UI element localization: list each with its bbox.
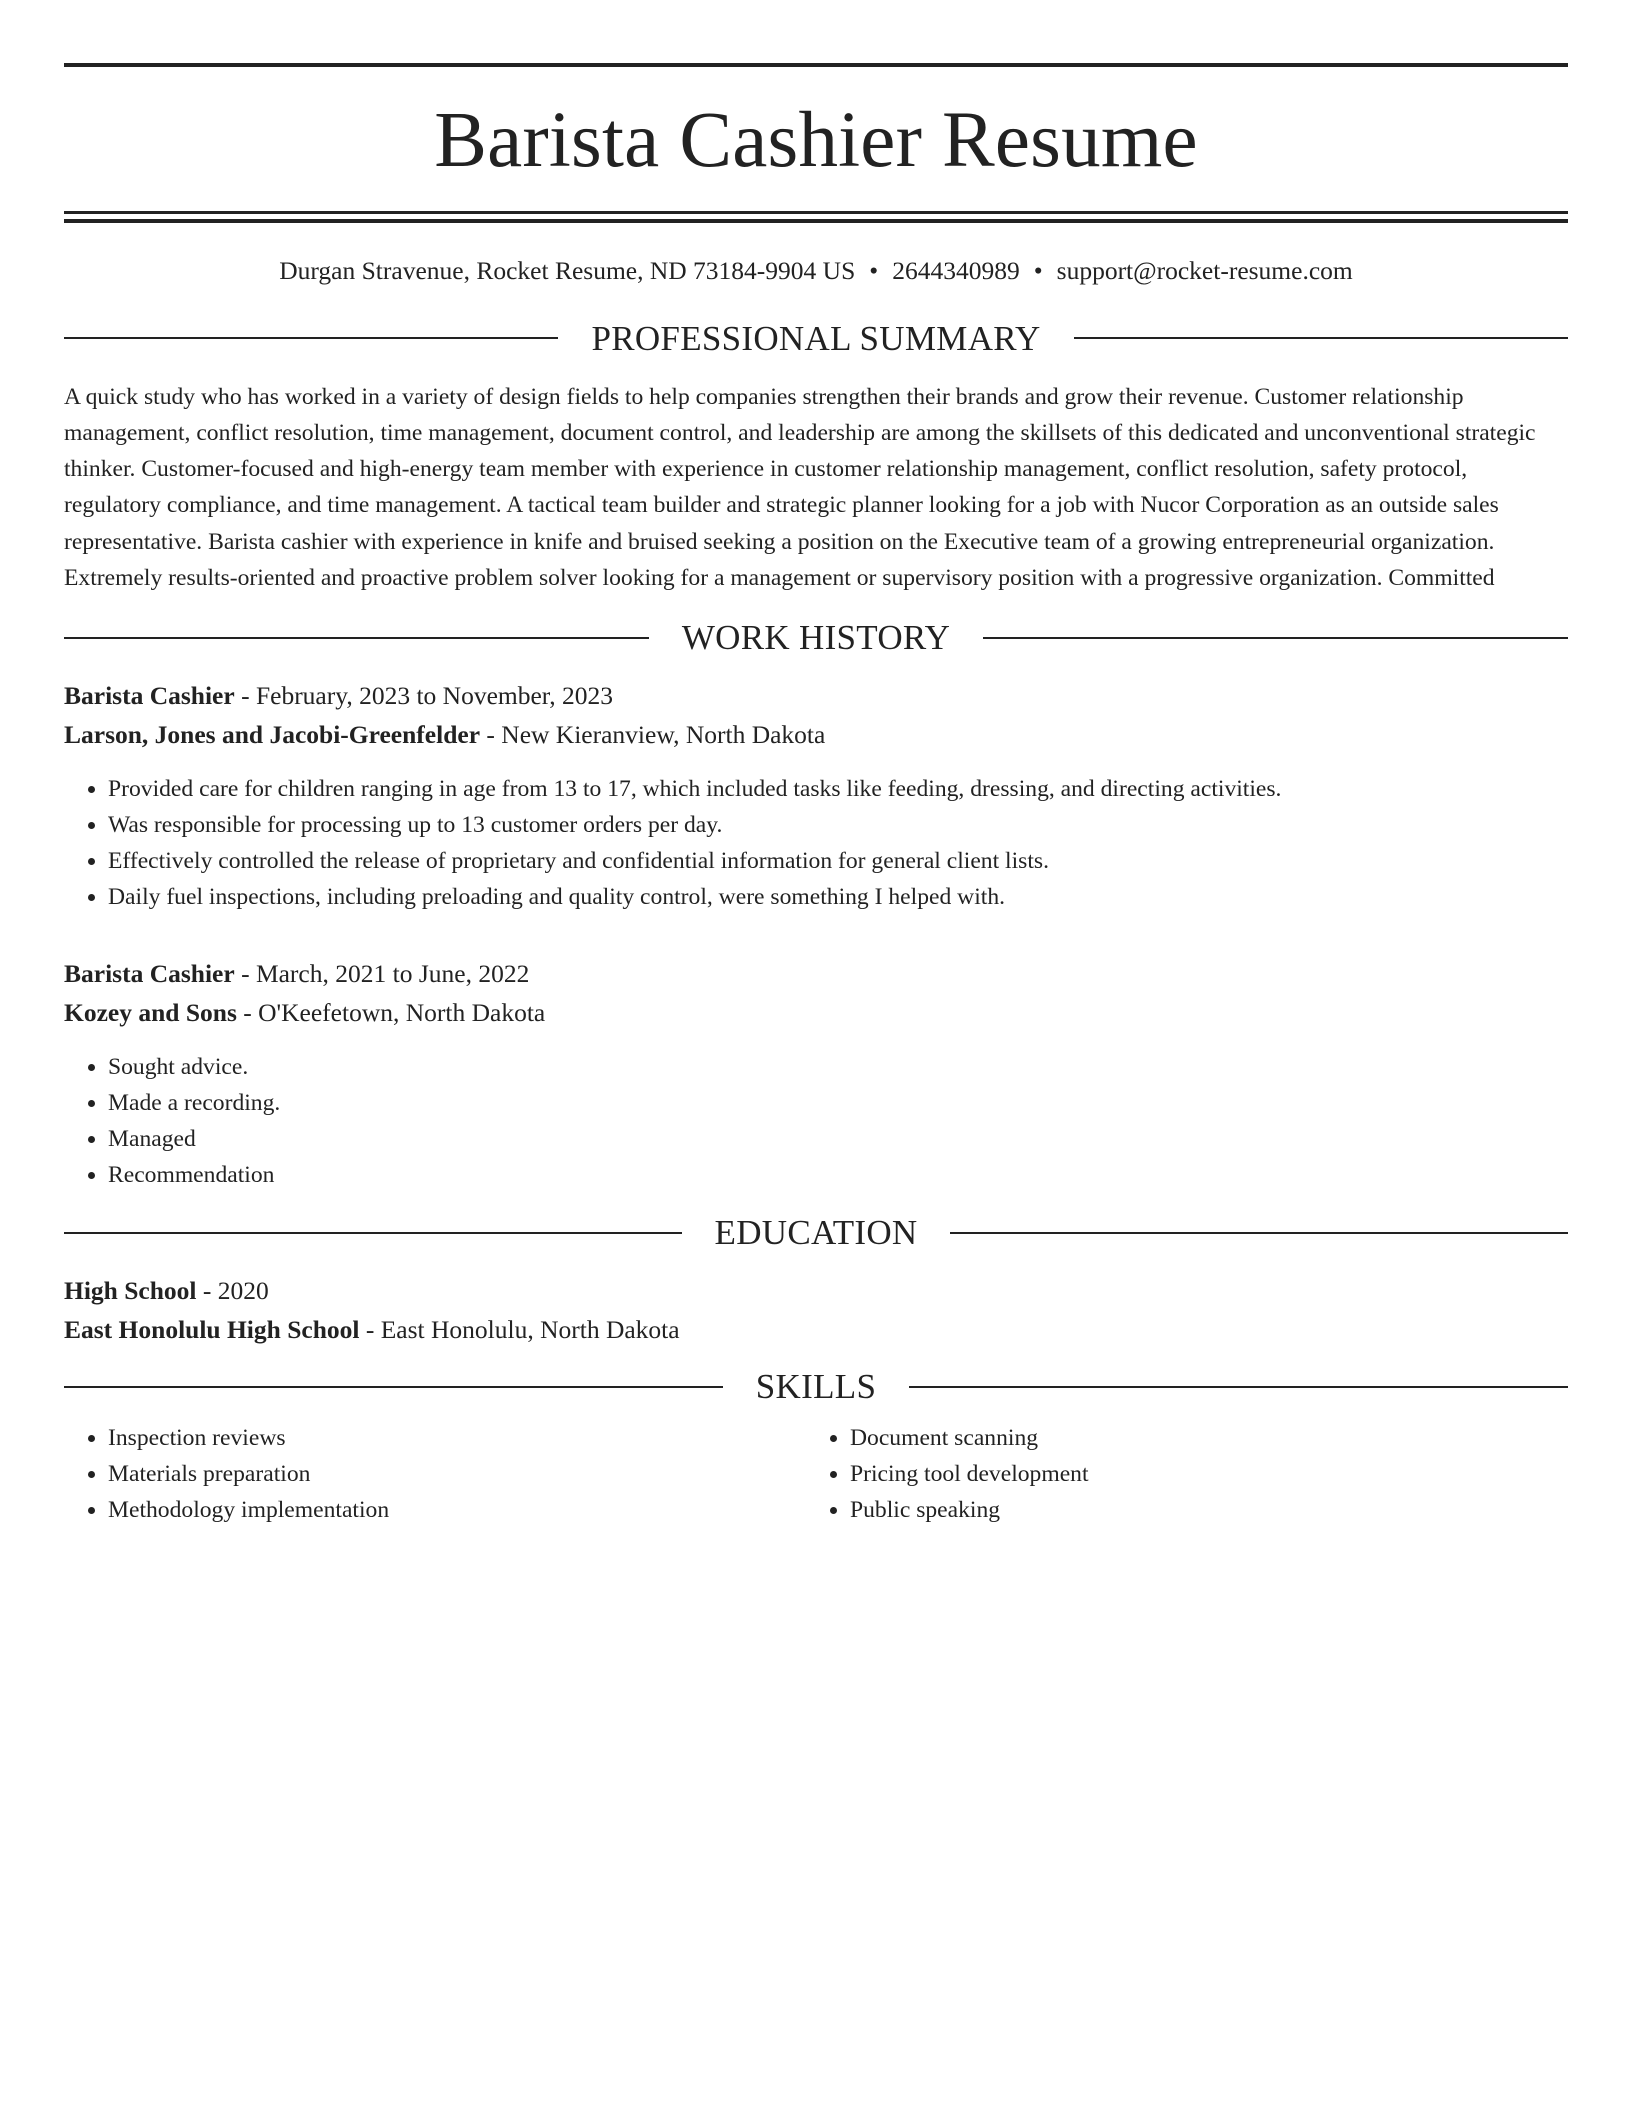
contact-phone: 2644340989 [892, 256, 1020, 285]
section-title: WORK HISTORY [681, 618, 951, 658]
skills-columns [64, 1420, 1568, 1528]
contact-separator: • [869, 256, 879, 285]
list-item: • Made a recording. [108, 1085, 1568, 1121]
list-item: • Methodology implementation [108, 1492, 806, 1528]
summary-text: A quick study who has worked in a variety of design fields to help companies strengthen their brands and grow their revenue. Customer relationship management, conflict resolution, time management, document control, and leadership are among the skillsets of this dedicated and unconventional strategic thinker. Customer-focused and high-energy team member with experience in customer relationship management, conflict resolution, safety protocol, regulatory compliance, and time management. A tactical team builder and strategic planner looking for a job with Nucor Corporation as an outside sales representative. Barista cashier with experience in knife and bruised seeking a position on the Executive team of a growing entrepreneurial organization. Extremely results-oriented and proactive problem solver looking for a management or supervisory position with a progressive organization. Committed [64, 383, 1536, 592]
education-entry [64, 1272, 1568, 1349]
job-bullets [64, 771, 1568, 915]
section-heading-summary [64, 318, 1568, 358]
list-item: • Managed [108, 1121, 1568, 1157]
job-company: Kozey and Sons [64, 997, 237, 1027]
section-heading-education [64, 1213, 1568, 1253]
heading-rule-right [909, 1386, 1568, 1388]
list-item: • Recommendation [108, 1157, 1568, 1193]
job-company-line [64, 994, 1568, 1033]
list-item: • Document scanning [850, 1420, 1548, 1456]
heading-rule-right [1074, 337, 1568, 339]
heading-rule-right [983, 637, 1568, 639]
section-title: PROFESSIONAL SUMMARY [591, 318, 1041, 358]
job-location: - New Kieranview, North Dakota [480, 719, 826, 749]
contact-line [64, 256, 1568, 287]
list-item: • Pricing tool development [850, 1456, 1548, 1492]
list-item: • Inspection reviews [108, 1420, 806, 1456]
list-item: • Daily fuel inspections, including preloading and quality control, were something I helped with. [108, 879, 1568, 915]
job-title-line [64, 677, 1568, 716]
skills-list-right [806, 1420, 1548, 1528]
title-double-rule [64, 211, 1568, 223]
list-item: • Materials preparation [108, 1456, 806, 1492]
job-dates: - March, 2021 to June, 2022 [234, 959, 530, 989]
job-title: Barista Cashier [64, 681, 235, 711]
job-location: - O'Keefetown, North Dakota [236, 997, 546, 1027]
list-item: • Was responsible for processing up to 13 customer orders per day. [108, 807, 1568, 843]
education-degree: High School [64, 1276, 197, 1306]
education-location: - East Honolulu, North Dakota [359, 1314, 680, 1344]
section-heading-skills [64, 1367, 1568, 1407]
list-item: • Effectively controlled the release of proprietary and confidential information for general client lists. [108, 843, 1568, 879]
heading-rule-left [64, 1386, 723, 1388]
education-degree-line [64, 1272, 1568, 1311]
job-title: Barista Cashier [64, 959, 235, 989]
section-heading-work [64, 618, 1568, 658]
education-year: - 2020 [196, 1276, 269, 1306]
skills-list-left [64, 1420, 806, 1528]
job-dates: - February, 2023 to November, 2023 [234, 681, 614, 711]
heading-rule-left [64, 637, 649, 639]
contact-separator: • [1033, 256, 1043, 285]
job-title-line [64, 955, 1568, 994]
top-rule [64, 63, 1568, 67]
job-entry [64, 955, 1568, 1193]
job-bullets [64, 1049, 1568, 1193]
heading-rule-left [64, 337, 558, 339]
list-item: • Sought advice. [108, 1049, 1568, 1085]
resume-title: Barista Cashier Resume [434, 97, 1198, 184]
job-entry [64, 677, 1568, 915]
heading-rule-left [64, 1232, 682, 1234]
contact-address: Durgan Stravenue, Rocket Resume, ND 73184-9904 US [279, 256, 856, 285]
education-school: East Honolulu High School [64, 1314, 360, 1344]
job-company-line [64, 716, 1568, 755]
section-title: SKILLS [755, 1367, 877, 1407]
list-item: • Provided care for children ranging in age from 13 to 17, which included tasks like feeding, dressing, and directing activities. [108, 771, 1568, 807]
section-title: EDUCATION [714, 1213, 918, 1253]
contact-email: support@rocket-resume.com [1056, 256, 1353, 285]
education-school-line [64, 1311, 1568, 1350]
heading-rule-right [950, 1232, 1568, 1234]
job-company: Larson, Jones and Jacobi-Greenfelder [64, 719, 481, 749]
list-item: • Public speaking [850, 1492, 1548, 1528]
